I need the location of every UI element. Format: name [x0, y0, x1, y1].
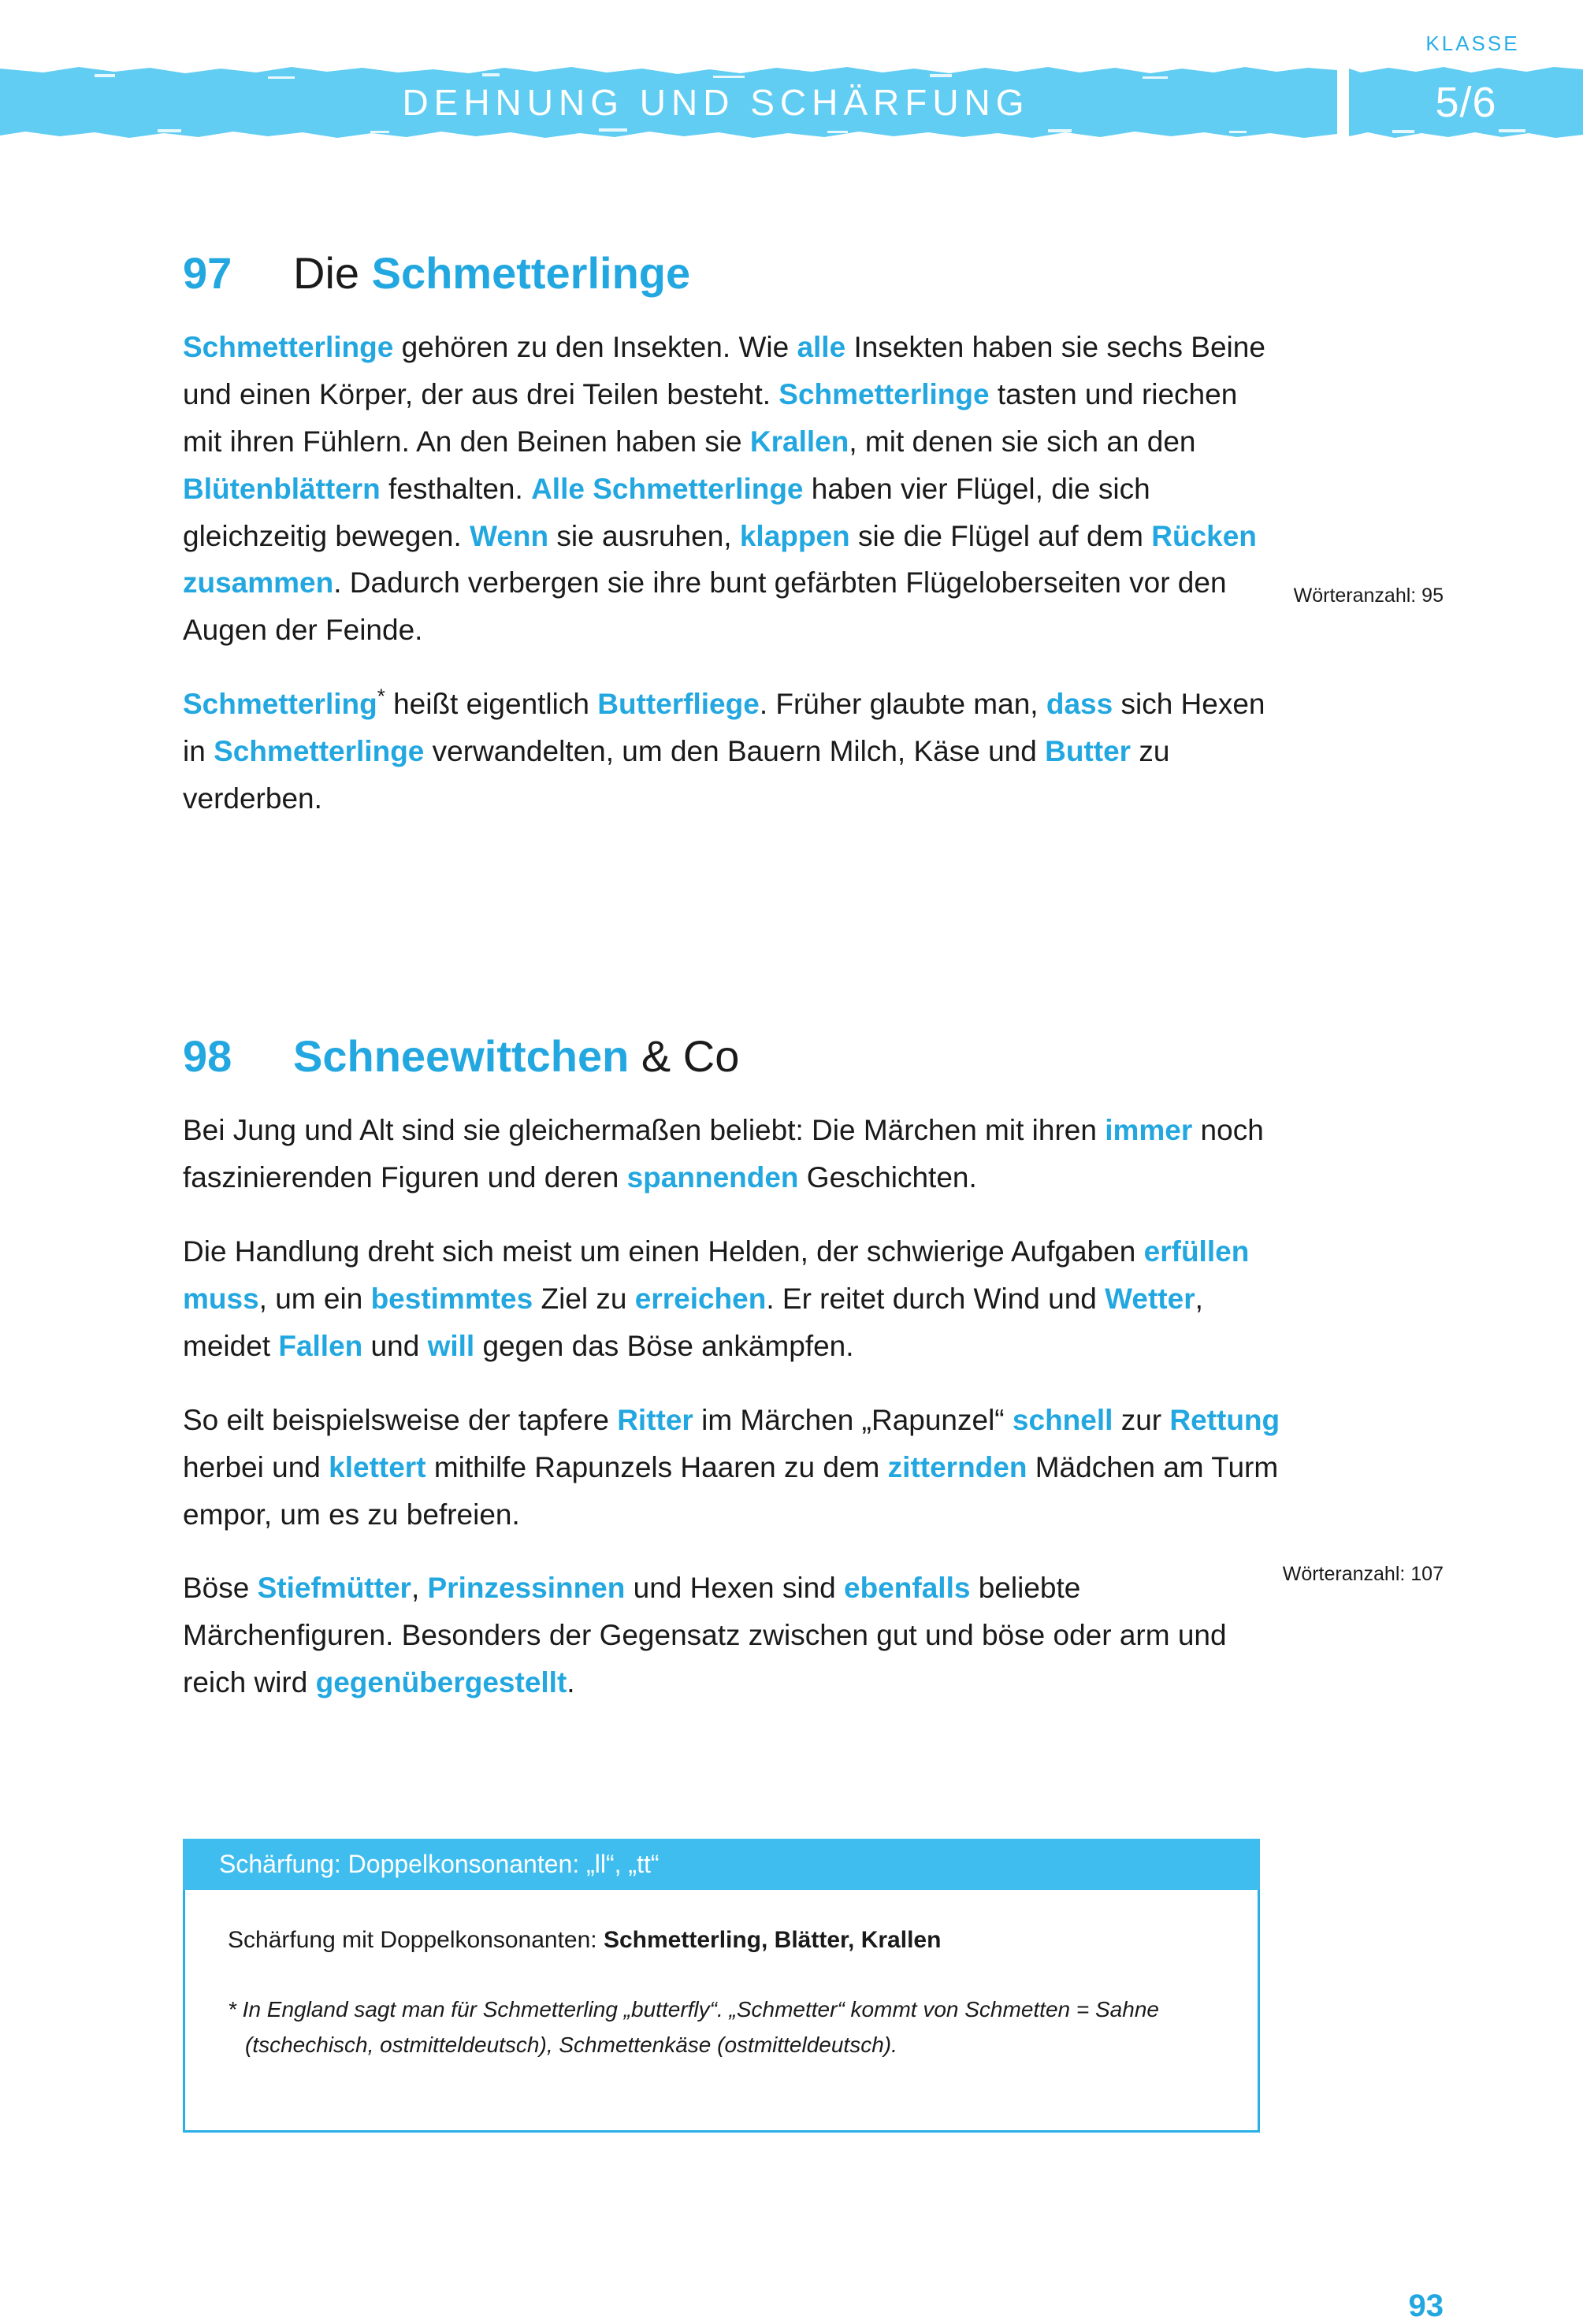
highlighted-word: dass	[1046, 688, 1113, 721]
highlighted-word: Krallen	[749, 425, 849, 458]
info-box-rule-prefix: Schärfung mit Doppelkonsonanten:	[228, 1927, 604, 1954]
text-run: Böse	[183, 1572, 258, 1605]
highlighted-word: Rücken zusammen	[183, 519, 1257, 600]
text-run: , um ein	[258, 1282, 371, 1315]
exercise-97-title-highlight: Schmetterlinge	[371, 248, 691, 298]
text-run: mithilfe Rapunzels Haaren zu dem	[425, 1450, 888, 1483]
highlighted-word: schnell	[1012, 1403, 1113, 1436]
text-run: .	[567, 1666, 575, 1699]
highlighted-word: bestimmtes	[370, 1282, 533, 1315]
content-column	[183, 248, 1444, 2133]
text-run: Insekten haben sie sechs Beine und einen Körper, der aus drei Teilen besteht.	[183, 330, 1265, 410]
exercise-97-number: 97	[183, 248, 232, 298]
paragraph	[183, 1565, 1282, 1706]
text-run: herbei und	[183, 1450, 329, 1483]
text-run: haben vier Flügel, die sich gleichzeitig bewegen.	[183, 472, 1150, 552]
text-run: Bei Jung und Alt sind sie gleichermaßen beliebt: Die Märchen mit ihren	[183, 1113, 1105, 1146]
highlighted-word: Prinzessinnen	[427, 1572, 626, 1605]
highlighted-word: Blütenblättern	[183, 472, 381, 505]
info-box-rule-words: Schmetterling, Blätter, Krallen	[603, 1927, 942, 1954]
text-run: zu verderben.	[183, 735, 1170, 815]
exercise-98-title-highlight: Schneewittchen	[293, 1031, 630, 1082]
exercise-97-heading	[183, 248, 1444, 298]
page-header	[0, 0, 1583, 158]
highlighted-word: spannenden	[626, 1160, 799, 1194]
highlighted-word: immer	[1105, 1113, 1193, 1146]
highlighted-word: Alle Schmetterlinge	[531, 472, 804, 505]
text-run: heißt eigentlich	[385, 688, 598, 721]
text-run: sie die Flügel auf dem	[849, 519, 1152, 552]
text-run: sie ausruhen,	[548, 519, 740, 552]
text-run: , mit denen sie sich an den	[849, 425, 1196, 458]
exercise-97	[183, 248, 1444, 822]
info-box-rule	[228, 1923, 1215, 1958]
info-box-footnote: * In England sagt man für Schmetterling „butterfly“. „Schmetter“ kommt von Schmetten = Sahne (tschechisch, ostmitteldeutsch), Schmettenkäse (ostmitteldeutsch).	[228, 1996, 1159, 2057]
klasse-badge	[1349, 63, 1583, 142]
text-run: So eilt beispielsweise der tapfere	[183, 1403, 618, 1436]
title-banner	[0, 63, 1337, 142]
exercise-98	[183, 1031, 1444, 1706]
highlighted-word: Fallen	[278, 1329, 363, 1362]
highlighted-word: Schmetterlinge	[214, 735, 425, 768]
exercise-97-wordcount: Wörteranzahl: 95	[1293, 585, 1444, 607]
highlighted-word: klappen	[739, 519, 850, 552]
highlighted-word: Rettung	[1169, 1403, 1280, 1436]
exercise-97-title	[293, 248, 691, 298]
highlighted-word: erfüllen muss	[183, 1234, 1250, 1315]
highlighted-word: Wetter	[1105, 1282, 1195, 1315]
exercise-98-text	[183, 1107, 1282, 1706]
info-box-body	[185, 1890, 1258, 2130]
exercise-98-number: 98	[183, 1031, 232, 1082]
text-run: . Dadurch verbergen sie ihre bunt gefärbten Flügeloberseiten vor den Augen der Feinde.	[183, 566, 1227, 647]
text-run: im Märchen „Rapunzel“	[693, 1403, 1013, 1436]
text-run: tasten und riechen mit ihren Fühlern. An den Beinen haben sie	[183, 377, 1238, 458]
text-run: gehören zu den Insekten. Wie	[393, 330, 797, 363]
exercise-98-title	[293, 1031, 740, 1082]
highlighted-word: ebenfalls	[844, 1572, 971, 1605]
highlighted-word: erreichen	[634, 1282, 767, 1315]
text-run: und	[362, 1329, 428, 1362]
page-body	[0, 158, 1583, 2323]
paragraph	[183, 1107, 1282, 1201]
paragraph	[183, 1397, 1282, 1539]
highlighted-word: Schmetterlinge	[183, 330, 394, 363]
paragraph	[183, 1228, 1282, 1370]
text-run: noch faszinierenden Figuren und deren	[183, 1113, 1264, 1194]
highlighted-word: gegenübergestellt	[315, 1666, 567, 1699]
page-number: 93	[1408, 2289, 1444, 2323]
text-run: , meidet	[183, 1282, 1203, 1362]
text-run: . Er reitet durch Wind und	[766, 1282, 1105, 1315]
text-run: verwandelten, um den Bauern Milch, Käse und	[424, 735, 1046, 768]
highlighted-word: will	[427, 1329, 475, 1362]
text-run: zur	[1113, 1403, 1170, 1436]
highlighted-word: Schmetterlinge	[778, 377, 990, 410]
text-run: festhalten.	[380, 472, 532, 505]
text-run: . Früher glaubte man,	[759, 688, 1046, 721]
highlighted-word: Butterfliege	[597, 688, 760, 721]
text-run: Mädchen am Turm empor, um es zu befreien.	[183, 1450, 1279, 1531]
highlighted-word: Wenn	[470, 519, 549, 552]
klasse-label: KLASSE	[1425, 32, 1520, 55]
highlighted-word: alle	[797, 330, 846, 363]
exercise-98-title-suffix: & Co	[629, 1031, 740, 1082]
text-run: Ziel zu	[533, 1282, 635, 1315]
highlighted-word: klettert	[329, 1450, 426, 1483]
highlighted-word: Butter	[1045, 735, 1132, 768]
info-box	[183, 1839, 1260, 2133]
footnote-marker: *	[377, 686, 385, 709]
highlighted-word: Schmetterling	[183, 688, 377, 721]
exercise-98-wordcount: Wörteranzahl: 107	[1282, 1563, 1444, 1586]
highlighted-word: zitternden	[887, 1450, 1027, 1483]
exercise-97-title-plain: Die	[293, 248, 372, 298]
text-run: sich Hexen in	[183, 688, 1265, 768]
banner-title: DEHNUNG UND SCHÄRFUNG	[402, 82, 1030, 123]
exercise-98-heading	[183, 1031, 1444, 1082]
klasse-value: 5/6	[1435, 79, 1497, 126]
highlighted-word: Stiefmütter	[257, 1572, 411, 1605]
text-run: ,	[411, 1572, 428, 1605]
text-run: Die Handlung dreht sich meist um einen Helden, der schwierige Aufgaben	[183, 1234, 1144, 1268]
exercise-97-text	[183, 324, 1282, 822]
text-run: Geschichten.	[798, 1160, 977, 1194]
highlighted-word: Ritter	[617, 1403, 693, 1436]
text-run: gegen das Böse ankämpfen.	[474, 1329, 854, 1362]
info-box-header: Schärfung: Doppelkonsonanten: „ll“, „tt“	[183, 1839, 1260, 1890]
paragraph	[183, 324, 1282, 655]
paragraph	[183, 681, 1282, 822]
text-run: und Hexen sind	[625, 1572, 845, 1605]
text-run: beliebte Märchenfiguren. Besonders der Gegensatz zwischen gut und böse oder arm und reich wird	[183, 1572, 1227, 1699]
